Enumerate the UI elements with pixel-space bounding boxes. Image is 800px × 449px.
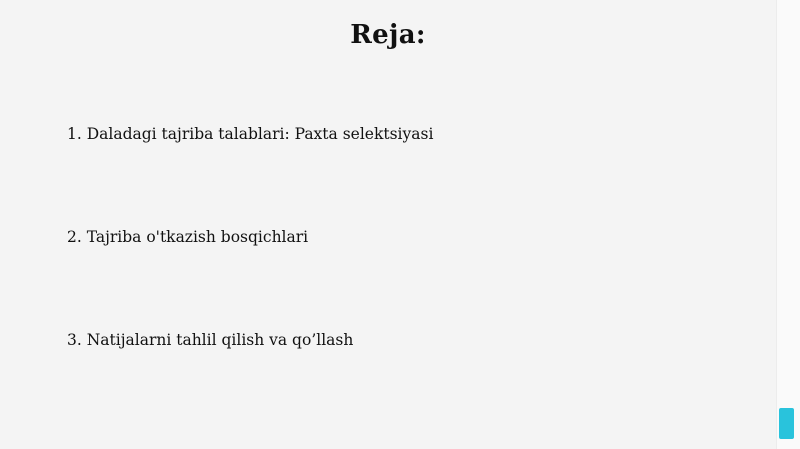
list-item: 2. Tajriba o'tkazish bosqichlari	[67, 228, 309, 246]
slide-title: Reja:	[350, 20, 426, 50]
scrollbar-thumb[interactable]	[779, 408, 794, 439]
vertical-scrollbar[interactable]	[776, 0, 800, 449]
list-item: 1. Daladagi tajriba talablari: Paxta selektsiyasi	[67, 125, 434, 143]
list-item: 3. Natijalarni tahlil qilish va qo’llash	[67, 331, 354, 349]
